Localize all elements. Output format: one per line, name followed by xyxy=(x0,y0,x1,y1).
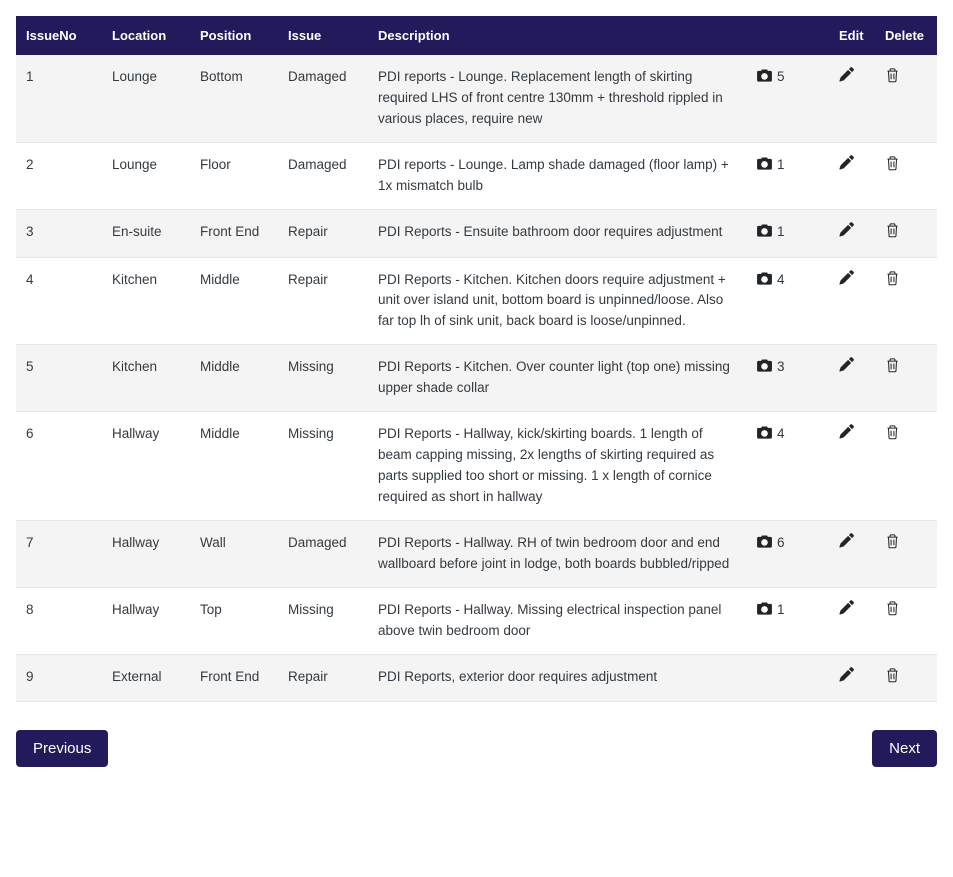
delete-cell xyxy=(875,345,937,412)
delete-cell xyxy=(875,412,937,521)
camera-icon xyxy=(757,223,772,244)
table-body xyxy=(16,55,937,702)
photo-count-cell[interactable] xyxy=(747,345,829,412)
cell-description: PDI Reports - Kitchen. Kitchen doors require adjustment + unit over island unit, bottom board is unpinned/loose. Also far top lh of sink unit, back board is loose/unpinned. xyxy=(368,257,747,345)
trash-icon[interactable] xyxy=(885,424,900,440)
previous-button[interactable]: Previous xyxy=(16,730,108,767)
delete-cell xyxy=(875,55,937,142)
cell-position: Wall xyxy=(190,520,278,587)
photo-count-label: 4 xyxy=(777,426,785,442)
next-button[interactable]: Next xyxy=(872,730,937,767)
camera-icon xyxy=(757,601,772,622)
edit-cell xyxy=(829,345,875,412)
photo-count-label: 6 xyxy=(777,534,785,550)
cell-issueno: 3 xyxy=(16,209,102,257)
cell-location: Hallway xyxy=(102,520,190,587)
photo-count-label: 3 xyxy=(777,359,785,375)
pencil-icon[interactable] xyxy=(839,155,854,170)
pencil-icon[interactable] xyxy=(839,533,854,548)
cell-location: Lounge xyxy=(102,142,190,209)
cell-position: Middle xyxy=(190,257,278,345)
cell-issue: Repair xyxy=(278,654,368,702)
cell-description: PDI Reports - Ensuite bathroom door requires adjustment xyxy=(368,209,747,257)
table-row xyxy=(16,257,937,345)
cell-issueno: 4 xyxy=(16,257,102,345)
cell-issue: Missing xyxy=(278,587,368,654)
cell-position: Middle xyxy=(190,412,278,521)
cell-description: PDI Reports - Hallway. RH of twin bedroom door and end wallboard before joint in lodge, both boards bubbled/ripped xyxy=(368,520,747,587)
cell-issueno: 8 xyxy=(16,587,102,654)
photo-count-cell[interactable] xyxy=(747,55,829,142)
edit-cell xyxy=(829,142,875,209)
pencil-icon[interactable] xyxy=(839,67,854,82)
pencil-icon[interactable] xyxy=(839,270,854,285)
photo-count-cell[interactable] xyxy=(747,257,829,345)
table-row xyxy=(16,209,937,257)
cell-description: PDI Reports - Kitchen. Over counter light (top one) missing upper shade collar xyxy=(368,345,747,412)
cell-issueno: 5 xyxy=(16,345,102,412)
delete-cell xyxy=(875,142,937,209)
photo-count-label: 1 xyxy=(777,156,785,172)
cell-issue: Missing xyxy=(278,412,368,521)
edit-cell xyxy=(829,257,875,345)
edit-cell xyxy=(829,209,875,257)
cell-issue: Damaged xyxy=(278,142,368,209)
trash-icon[interactable] xyxy=(885,357,900,373)
cell-position: Top xyxy=(190,587,278,654)
photo-count-cell[interactable] xyxy=(747,142,829,209)
photo-count-label: 4 xyxy=(777,271,785,287)
cell-position: Front End xyxy=(190,654,278,702)
delete-cell xyxy=(875,257,937,345)
cell-issueno: 9 xyxy=(16,654,102,702)
pencil-icon[interactable] xyxy=(839,667,854,682)
column-header-photos xyxy=(747,16,829,55)
column-header-issue: Issue xyxy=(278,16,368,55)
trash-icon[interactable] xyxy=(885,600,900,616)
pencil-icon[interactable] xyxy=(839,222,854,237)
cell-position: Front End xyxy=(190,209,278,257)
delete-cell xyxy=(875,209,937,257)
cell-description: PDI Reports - Hallway. Missing electrical inspection panel above twin bedroom door xyxy=(368,587,747,654)
photo-count-label: 1 xyxy=(777,601,785,617)
trash-icon[interactable] xyxy=(885,155,900,171)
cell-position: Floor xyxy=(190,142,278,209)
camera-icon xyxy=(757,534,772,555)
cell-location: External xyxy=(102,654,190,702)
column-header-delete: Delete xyxy=(875,16,937,55)
cell-issueno: 7 xyxy=(16,520,102,587)
cell-location: En-suite xyxy=(102,209,190,257)
trash-icon[interactable] xyxy=(885,667,900,683)
column-header-position: Position xyxy=(190,16,278,55)
column-header-location: Location xyxy=(102,16,190,55)
cell-issue: Repair xyxy=(278,209,368,257)
photo-count-cell[interactable] xyxy=(747,520,829,587)
cell-location: Kitchen xyxy=(102,257,190,345)
cell-issueno: 2 xyxy=(16,142,102,209)
photo-count-cell[interactable] xyxy=(747,209,829,257)
camera-icon xyxy=(757,425,772,446)
edit-cell xyxy=(829,55,875,142)
cell-issue: Missing xyxy=(278,345,368,412)
table-header xyxy=(16,16,937,55)
table-row xyxy=(16,520,937,587)
table-header-row xyxy=(16,16,937,55)
pagination xyxy=(16,730,937,767)
photo-count-cell[interactable] xyxy=(747,587,829,654)
photo-count-cell[interactable] xyxy=(747,412,829,521)
edit-cell xyxy=(829,412,875,521)
table-row xyxy=(16,142,937,209)
camera-icon xyxy=(757,358,772,379)
cell-issue: Damaged xyxy=(278,55,368,142)
delete-cell xyxy=(875,587,937,654)
photo-count-cell[interactable] xyxy=(747,654,829,702)
cell-issue: Damaged xyxy=(278,520,368,587)
column-header-issueno: IssueNo xyxy=(16,16,102,55)
cell-location: Hallway xyxy=(102,587,190,654)
cell-description: PDI Reports, exterior door requires adjustment xyxy=(368,654,747,702)
cell-description: PDI reports - Lounge. Lamp shade damaged (floor lamp) + 1x mismatch bulb xyxy=(368,142,747,209)
pencil-icon[interactable] xyxy=(839,357,854,372)
delete-cell xyxy=(875,654,937,702)
cell-description: PDI reports - Lounge. Replacement length of skirting required LHS of front centre 130mm + threshold rippled in various places, require new xyxy=(368,55,747,142)
delete-cell xyxy=(875,520,937,587)
photo-count-label: 5 xyxy=(777,69,785,84)
cell-issue: Repair xyxy=(278,257,368,345)
cell-issueno: 6 xyxy=(16,412,102,521)
trash-icon[interactable] xyxy=(885,533,900,549)
cell-description: PDI Reports - Hallway, kick/skirting boards. 1 length of beam capping missing, 2x lengths of skirting required as parts supplied too short or missing. 1 x length of cornice required as short in hallway xyxy=(368,412,747,521)
edit-cell xyxy=(829,520,875,587)
table-row xyxy=(16,412,937,521)
photo-count-label: 1 xyxy=(777,223,785,239)
pencil-icon[interactable] xyxy=(839,600,854,615)
cell-position: Bottom xyxy=(190,55,278,142)
pencil-icon[interactable] xyxy=(839,424,854,439)
column-header-edit: Edit xyxy=(829,16,875,55)
table-row xyxy=(16,55,937,142)
cell-position: Middle xyxy=(190,345,278,412)
cell-location: Kitchen xyxy=(102,345,190,412)
table-row xyxy=(16,345,937,412)
trash-icon[interactable] xyxy=(885,67,900,83)
issues-table xyxy=(16,16,937,702)
cell-location: Hallway xyxy=(102,412,190,521)
edit-cell xyxy=(829,587,875,654)
table-row xyxy=(16,654,937,702)
camera-icon xyxy=(757,68,772,89)
trash-icon[interactable] xyxy=(885,270,900,286)
cell-issueno: 1 xyxy=(16,55,102,142)
camera-icon xyxy=(757,156,772,177)
table-row xyxy=(16,587,937,654)
trash-icon[interactable] xyxy=(885,222,900,238)
cell-location: Lounge xyxy=(102,55,190,142)
column-header-description: Description xyxy=(368,16,747,55)
camera-icon xyxy=(757,271,772,292)
edit-cell xyxy=(829,654,875,702)
